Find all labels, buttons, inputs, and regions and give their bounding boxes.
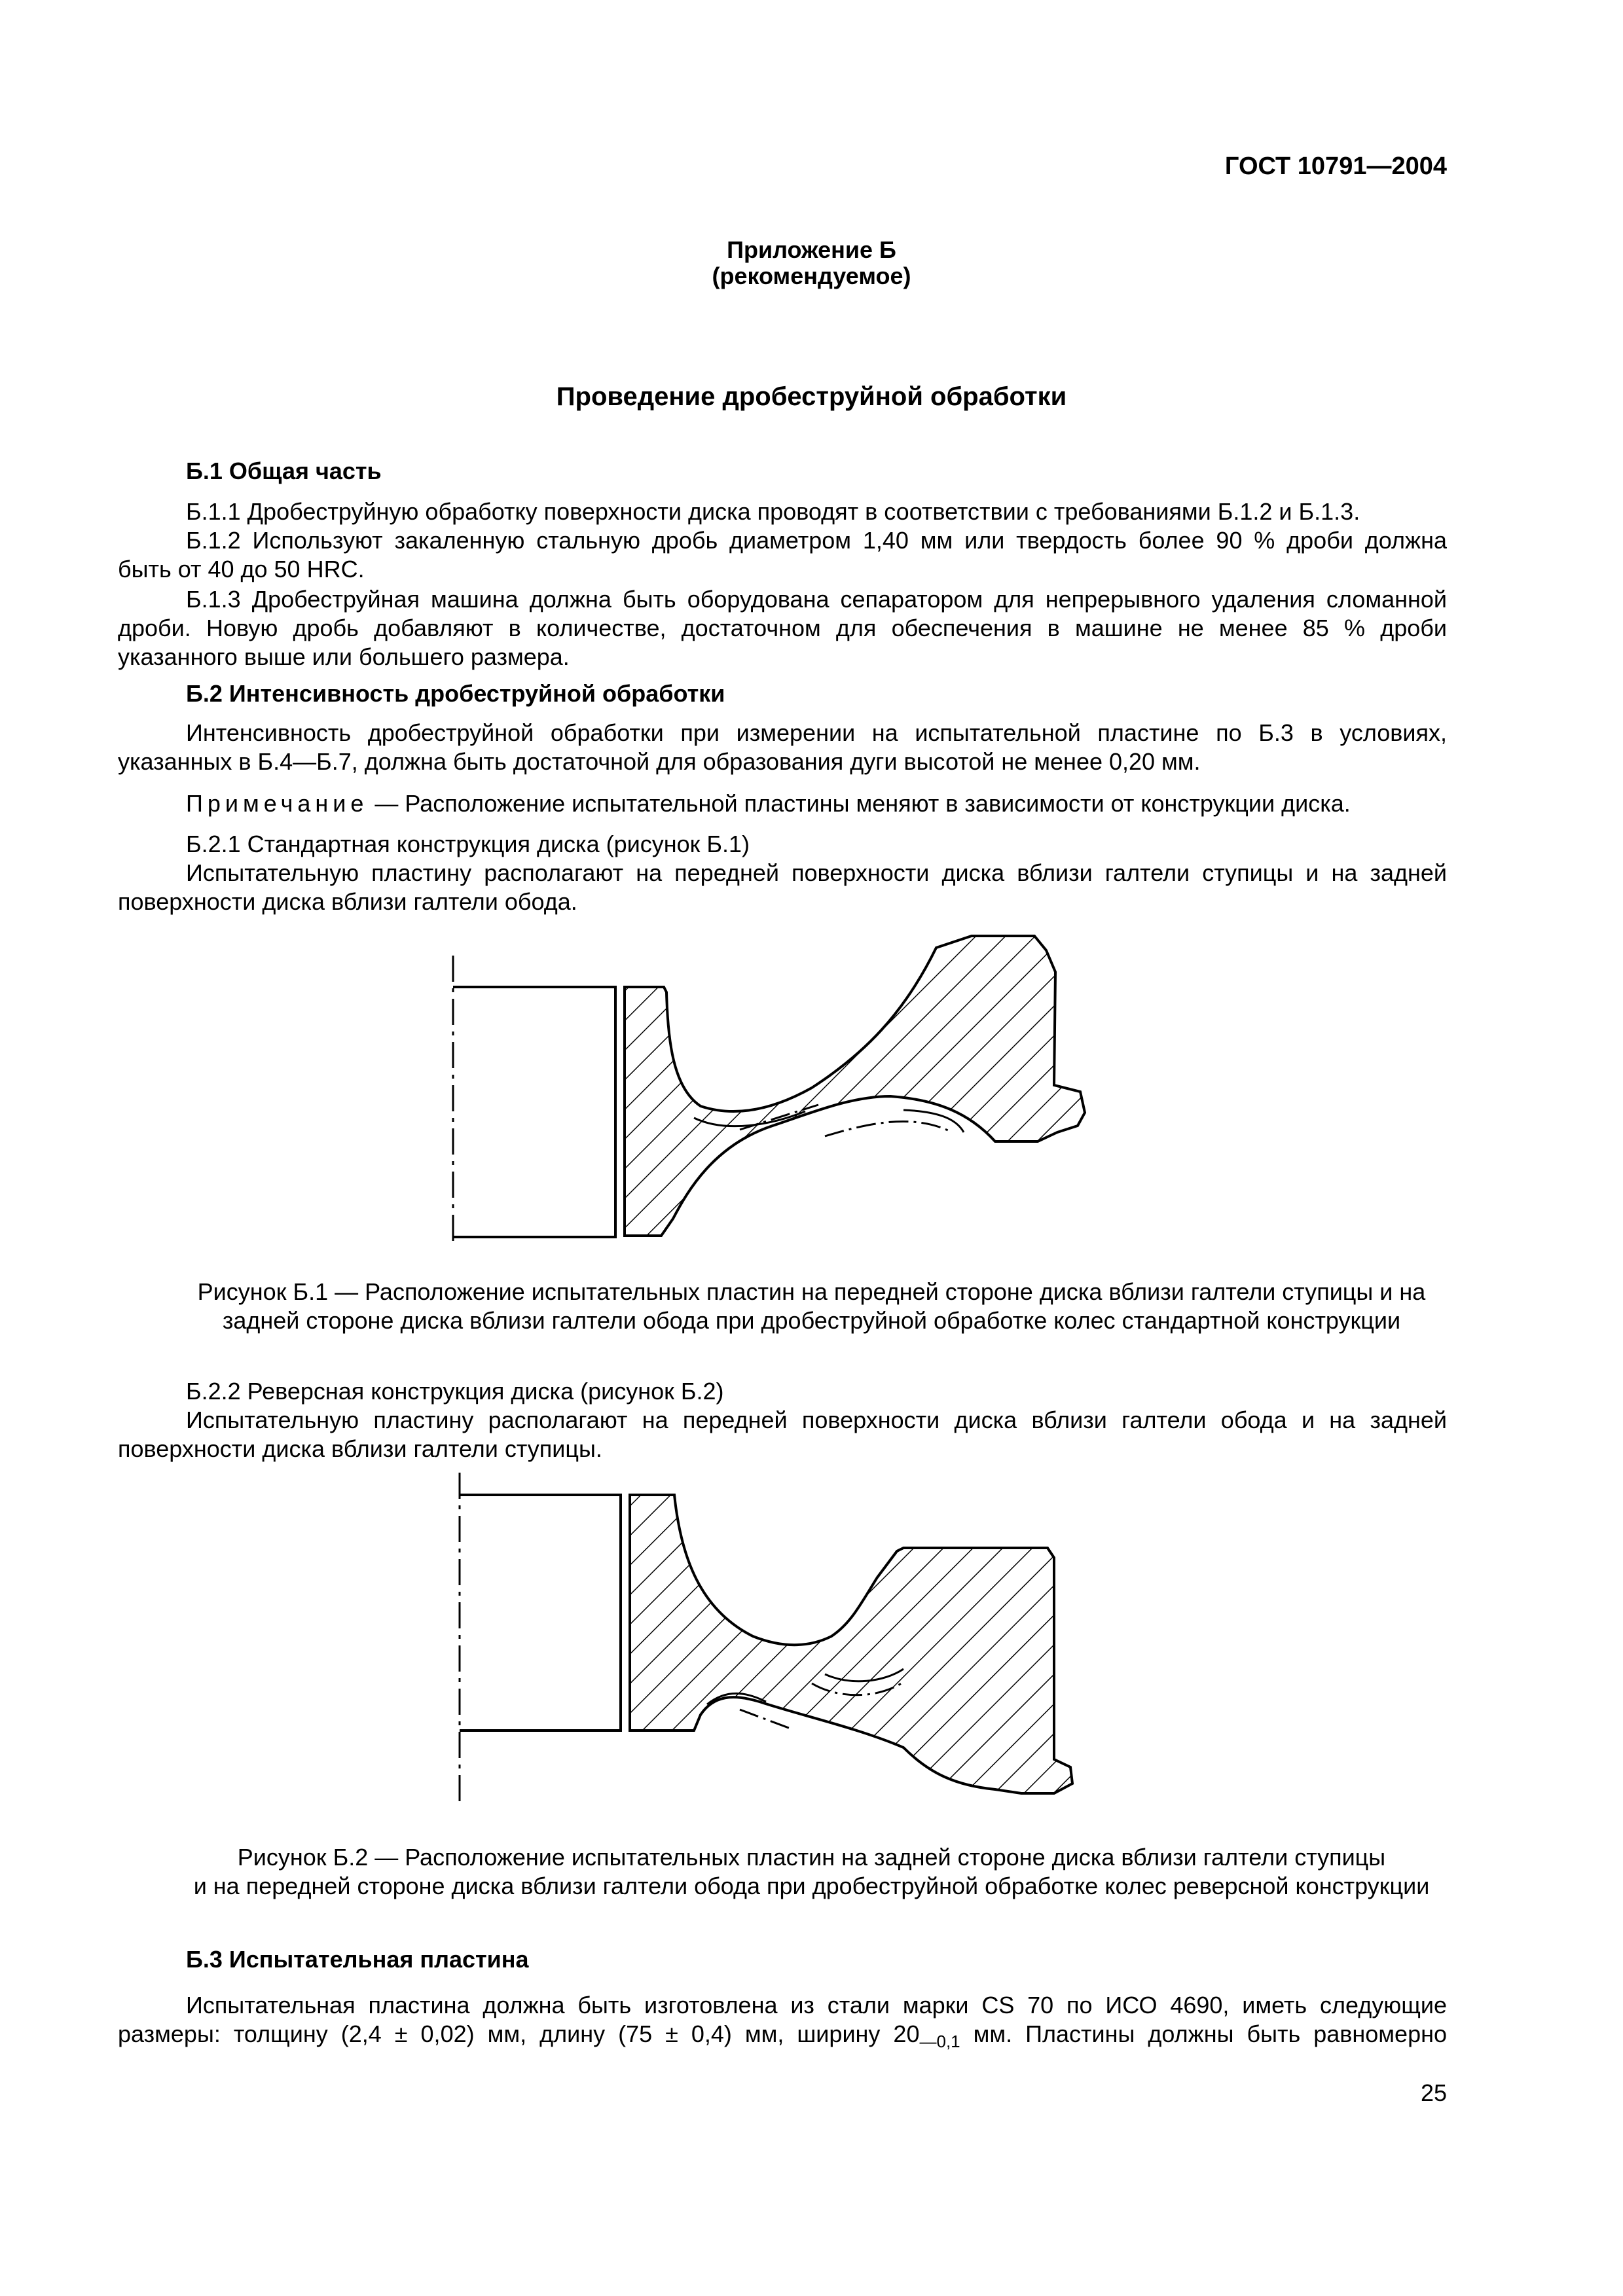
paragraph-b13-line2: дроби. Новую дробь добавляют в количестве, достаточном для обеспечения в машине не менее 85 % дроби [118, 615, 1447, 641]
note [186, 789, 1351, 818]
paragraph-b3-line1: Испытательная пластина должна быть изготовлена из стали марки CS 70 по ИСО 4690, иметь следующие [186, 1992, 1447, 2018]
wheel-section [625, 936, 1085, 1236]
heading-b2: Б.2 Интенсивность дробеструйной обработки [186, 680, 725, 707]
paragraph-b12-line2: быть от 40 до 50 HRC. [118, 556, 365, 583]
note-text: — Расположение испытательной пластины меняют в зависимости от конструкции диска. [368, 790, 1351, 817]
note-label: Примечание [186, 790, 369, 817]
figure-b2-caption-line2: и на передней стороне диска вблизи галтели обода при дробеструйной обработке колес реверсной конструкции [193, 1873, 1430, 1899]
tolerance-subscript: —0,1 [919, 2032, 960, 2052]
figure-b2 [432, 1466, 1113, 1820]
section-title: Проведение дробеструйной обработки [556, 382, 1067, 411]
figure-b1-drawing [432, 916, 1113, 1257]
page-number: 25 [1420, 2079, 1447, 2106]
figure-b2-caption-line1: Рисунок Б.2 — Расположение испытательных пластин на задней стороне диска вблизи галтели ступицы [237, 1844, 1386, 1871]
heading-b3: Б.3 Испытательная пластина [186, 1946, 529, 1973]
paragraph-b21-line2: поверхности диска вблизи галтели обода. [118, 888, 577, 915]
paragraph-b3-line2: размеры: толщину (2,4 ± 0,02) мм, длину (75 ± 0,4) мм, ширину $20_{—0,1}$ мм. Пластины должны быть равномерно [118, 2020, 1447, 2052]
heading-b1: Б.1 Общая часть [186, 457, 382, 484]
wheel-section [630, 1495, 1072, 1793]
paragraph-b21-line1: Испытательную пластину располагают на передней поверхности диска вблизи галтели ступицы и на задней [186, 859, 1447, 886]
paragraph-b13-line3: указанного выше или большего размера. [118, 643, 570, 670]
figure-b2-drawing [432, 1466, 1113, 1820]
paragraph-b22-line1: Испытательную пластину располагают на передней поверхности диска вблизи галтели обода и на задней [186, 1407, 1447, 1433]
paragraph-b2-line2: указанных в Б.4—Б.7, должна быть достаточной для образования дуги высотой не менее 0,20 мм. [118, 748, 1201, 775]
paragraph-b11: Б.1.1 Дробеструйную обработку поверхности диска проводят в соответствии с требованиями Б.1.2 и Б.1.3. [186, 498, 1360, 525]
test-plate-back [903, 1110, 964, 1132]
figure-b1-caption-line1: Рисунок Б.1 — Расположение испытательных пластин на передней стороне диска вблизи галтели ступицы и на [197, 1278, 1426, 1305]
standard-code: ГОСТ 10791—2004 [1224, 152, 1447, 180]
figure-b1 [432, 916, 1113, 1257]
paragraph-b13-line1: Б.1.3 Дробеструйная машина должна быть оборудована сепаратором для непрерывного удаления сломанной [186, 586, 1447, 613]
heading-b21: Б.2.1 Стандартная конструкция диска (рисунок Б.1) [186, 831, 750, 857]
figure-b1-caption-line2: задней стороне диска вблизи галтели обода при дробеструйной обработке колес стандартной конструкции [222, 1307, 1401, 1334]
paragraph-b2-line1: Интенсивность дробеструйной обработки при измерении на испытательной пластине по Б.3 в условиях, [186, 719, 1447, 746]
appendix-title: Приложение Б [727, 236, 896, 263]
hub-outline [453, 987, 615, 1237]
paragraph-b12-line1: Б.1.2 Используют закаленную стальную дробь диаметром 1,40 мм или твердость более 90 % дроби должна [186, 527, 1447, 554]
hub-outline [460, 1495, 621, 1731]
appendix-status: (рекомендуемое) [712, 262, 911, 289]
paragraph-b22-line2: поверхности диска вблизи галтели ступицы. [118, 1435, 602, 1462]
heading-b22: Б.2.2 Реверсная конструкция диска (рисунок Б.2) [186, 1378, 724, 1405]
